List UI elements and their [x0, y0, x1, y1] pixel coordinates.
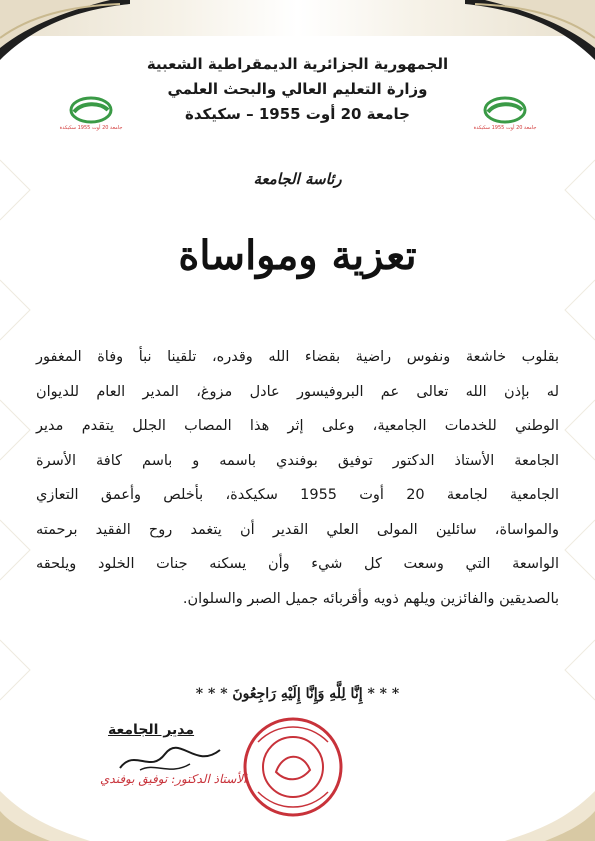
svg-text:جامعة 20 أوت 1955 سكيكدة: جامعة 20 أوت 1955 سكيكدة	[59, 125, 123, 131]
document-header	[110, 52, 485, 127]
body-line: الجامعية لجامعة 20 أوت 1955 سكيكدة، بأخلص وأعمق التعازي	[36, 487, 560, 503]
body-line: بقلوب خاشعة ونفوس راضية بقضاء الله وقدره، تلقينا نبأ وفاة المغفور	[36, 349, 559, 365]
body-line: بالصديقين والفائزين ويلهم ذويه وأقربائه جميل الصبر والسلوان.	[182, 590, 559, 607]
header-ministry: وزارة التعليم العالي والبحث العلمي	[167, 80, 428, 98]
corner-ornament-bottom-right	[505, 781, 595, 841]
svg-text:جامعة 20 أوت 1955 سكيكدة: جامعة 20 أوت 1955 سكيكدة	[473, 125, 537, 131]
body-line: والمواساة، سائلين المولى العلي القدير أن يتغمد روح الفقيد برحمته	[36, 521, 559, 538]
signature-title: مدير الجامعة	[108, 722, 195, 738]
body-line: له بإذن الله تعالى عم البروفيسور عادل مزوغ، المدير العام للديوان	[36, 383, 559, 400]
signature-block	[100, 722, 250, 812]
signature-name: الأستاذ الدكتور: توفيق بوفندي	[100, 772, 247, 786]
body-line: الجامعة الأستاذ الدكتور توفيق بوفندي باسمه و باسم كافة الأسرة	[36, 452, 559, 469]
condolence-body	[36, 340, 559, 616]
official-seal	[238, 712, 348, 822]
condolence-title: تعزية ومواساة	[178, 232, 417, 279]
quran-verse: * * * إِنَّا لِلَّهِ وَإِنَّا إِلَيْهِ رَاجِعُونَ * * *	[195, 686, 400, 702]
body-line: الوطني للخدمات الجامعية، وعلى إثر هذا المصاب الجلل يتقدم مدير	[36, 418, 559, 434]
presidency-label: رئاسة الجامعة	[253, 170, 342, 188]
header-republic: الجمهورية الجزائرية الديمقراطية الشعبية	[146, 55, 449, 73]
header-university: جامعة 20 أوت 1955 – سكيكدة	[185, 105, 410, 123]
corner-ornament-bottom-left	[0, 781, 90, 841]
body-line: الواسعة التي وسعت كل شيء وأن يسكنه جنات الخلود ويلحقه	[36, 556, 559, 572]
